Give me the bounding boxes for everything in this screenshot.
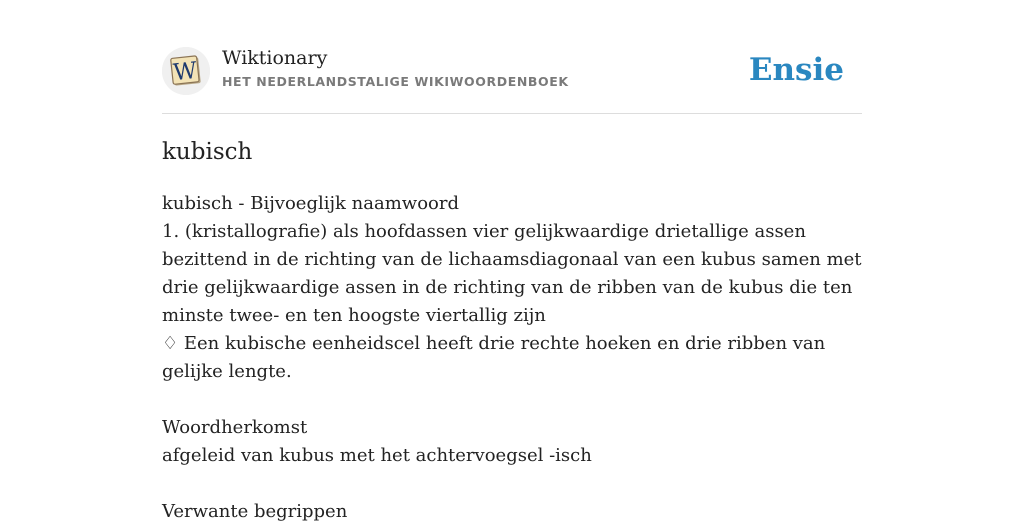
example-sentence: ♢ Een kubische eenheidscel heeft drie rechte hoeken en drie ribben van gelijke lengte. xyxy=(162,333,826,382)
definition-text: 1. (kristallografie) als hoofdassen vier gelijkwaardige drietallige assen bezittend in de richting van de lichaamsdiagonaal van een kubus samen met drie gelijkwaardige assen in de richting van de ribben van de kubus die ten minste twee- en ten hoogste viertallig zijn xyxy=(162,221,862,326)
site-tagline: HET NEDERLANDSTALIGE WIKIWOORDENBOEK xyxy=(222,74,569,89)
page-title: kubisch xyxy=(162,139,253,165)
spacer xyxy=(162,386,862,414)
related-terms-heading: Verwante begrippen xyxy=(162,501,348,522)
etymology-heading: Woordherkomst xyxy=(162,417,308,438)
site-name[interactable]: Wiktionary xyxy=(222,47,328,69)
etymology-text: afgeleid van kubus met het achtervoegsel -isch xyxy=(162,445,592,466)
spacer xyxy=(162,470,862,498)
wiktionary-logo-icon[interactable] xyxy=(162,47,210,95)
ensie-brand-link[interactable]: Ensie xyxy=(748,52,844,88)
site-header xyxy=(162,46,862,96)
header-divider xyxy=(162,113,862,114)
entry-content xyxy=(162,190,862,526)
svg-text:W: W xyxy=(171,57,199,87)
entry-heading: kubisch - Bijvoeglijk naamwoord xyxy=(162,193,460,214)
